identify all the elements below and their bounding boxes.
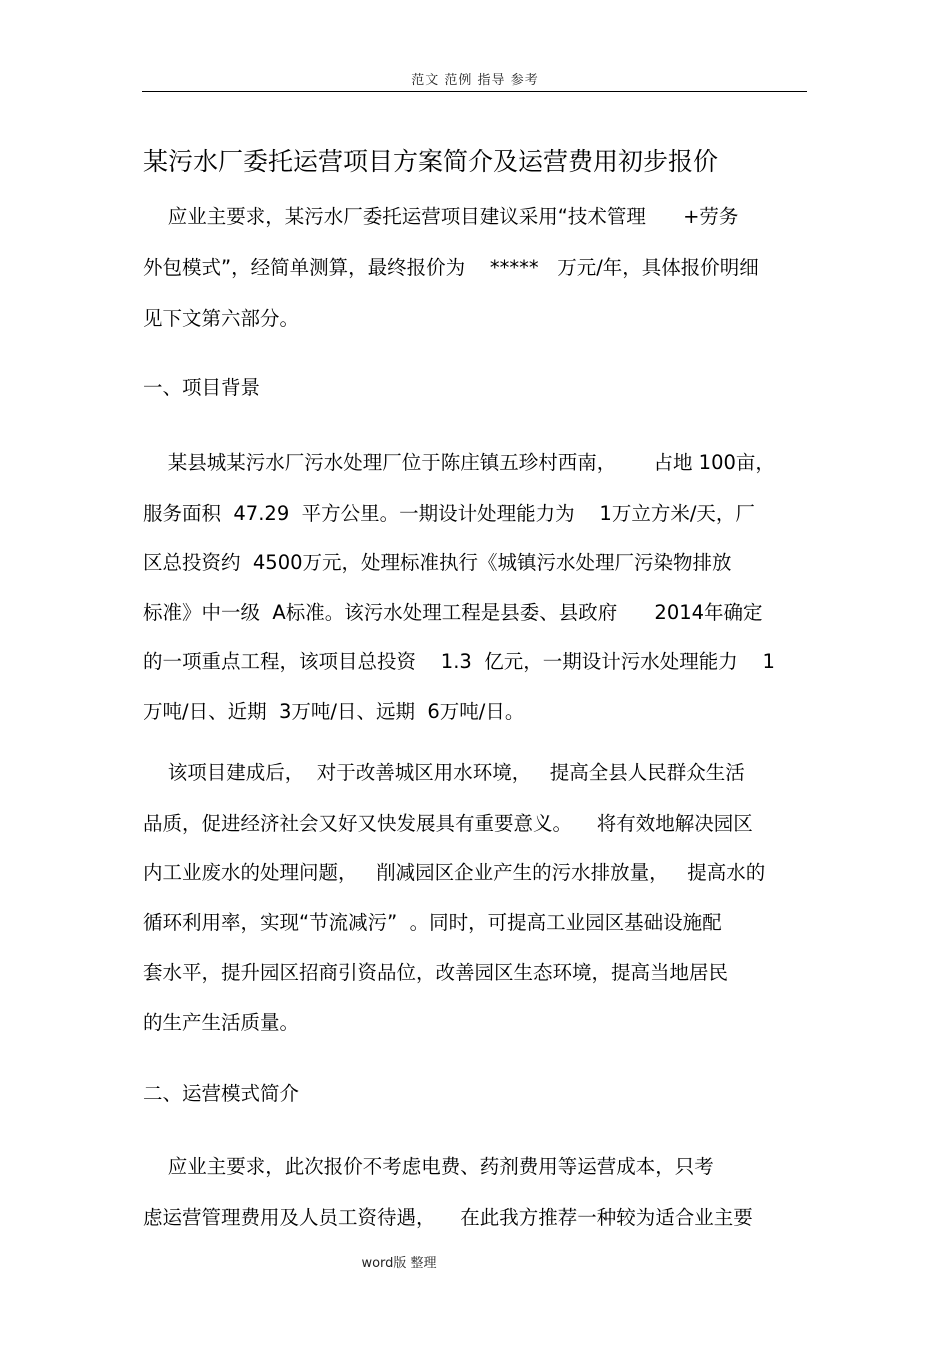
body-line: 服务面积 47.29 平方公里。一期设计处理能力为 1万立方米/天，厂 <box>143 502 755 525</box>
body-line: 外包模式”，经简单测算，最终报价为 ***** 万元/年，具体报价明细 <box>143 256 759 279</box>
body-line: 的一项重点工程，该项目总投资 1.3 亿元，一期设计污水处理能力 1 <box>143 650 775 673</box>
page-footer: word版 整理 <box>361 1256 437 1271</box>
body-line: 虑运营管理费用及人员工资待遇， 在此我方推荐一种较为适合业主要 <box>143 1206 753 1229</box>
body-line: 品质，促进经济社会又好又快发展具有重要意义。 将有效地解决园区 <box>143 812 753 835</box>
body-line: 的生产生活质量。 <box>143 1011 300 1034</box>
body-line: 应业主要求，某污水厂委托运营项目建议采用“技术管理 +劳务 <box>143 205 739 228</box>
body-line: 万吨/日、近期 3万吨/日、远期 6万吨/日。 <box>143 700 525 723</box>
body-line: 标准》中一级 A标准。该污水处理工程是县委、县政府 2014年确定 <box>143 601 763 624</box>
header-text: 范文 范例 指导 参考 <box>411 73 539 88</box>
body-line: 套水平，提升园区招商引资品位，改善园区生态环境，提高当地居民 <box>143 961 729 984</box>
document-title: 某污水厂委托运营项目方案简介及运营费用初步报价 <box>143 147 719 176</box>
body-line: 该项目建成后， 对于改善城区用水环境， 提高全县人民群众生活 <box>143 761 745 784</box>
body-line: 区总投资约 4500万元，处理标准执行《城镇污水处理厂污染物排放 <box>143 551 732 574</box>
body-line: 内工业废水的处理问题， 削减园区企业产生的污水排放量， 提高水的 <box>143 861 766 884</box>
section-heading: 二、运营模式简介 <box>143 1082 300 1105</box>
body-line: 应业主要求，此次报价不考虑电费、药剂费用等运营成本，只考 <box>143 1155 714 1178</box>
section-heading: 一、项目背景 <box>143 376 261 399</box>
body-line: 某县城某污水厂污水处理厂位于陈庄镇五珍村西南， 占地 100亩， <box>143 451 775 474</box>
body-line: 见下文第六部分。 <box>143 307 300 330</box>
body-line: 循环利用率，实现“节流减污” 。同时，可提高工业园区基础设施配 <box>143 911 722 934</box>
header-divider <box>142 91 807 92</box>
